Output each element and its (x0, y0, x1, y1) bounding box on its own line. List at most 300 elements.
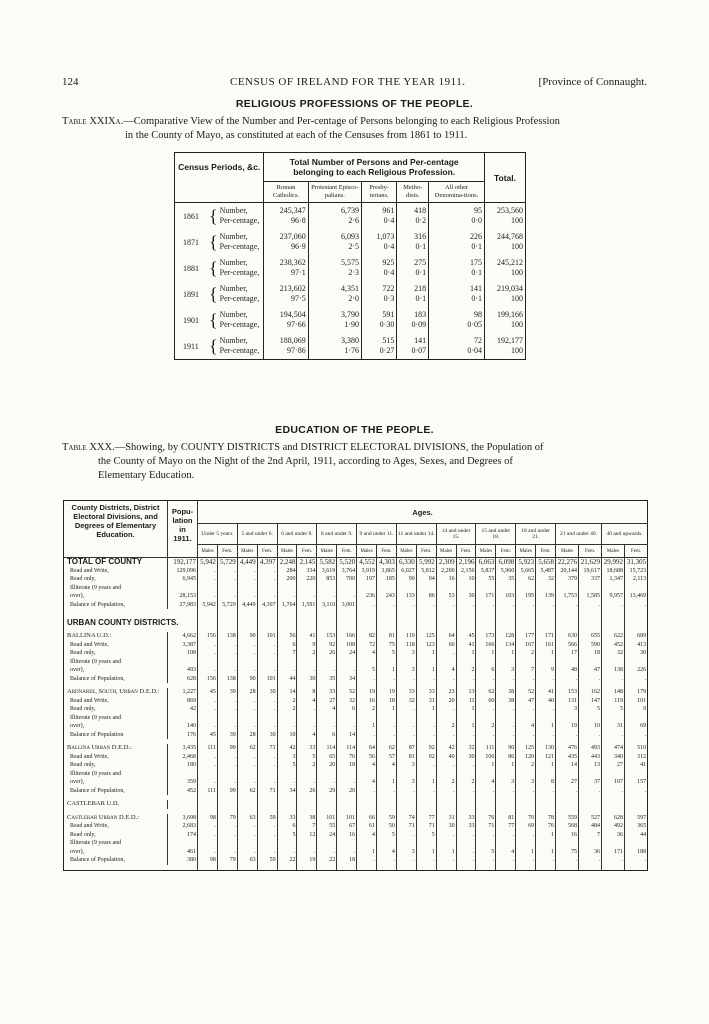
count-cell (476, 770, 496, 779)
count-cell: 86 (416, 592, 436, 601)
number-value: 72 (474, 336, 482, 345)
count-cell: 62 (476, 688, 496, 697)
count-cell: 2 (277, 705, 297, 714)
count-cell: . (198, 666, 218, 675)
count-cell (625, 658, 648, 667)
row-label: Balance of Population, (70, 601, 125, 608)
count-cell: . (217, 778, 237, 787)
count-cell: 50 (377, 822, 397, 831)
count-cell (416, 839, 436, 848)
row-label: over), (70, 593, 85, 599)
number-value: 275 (414, 258, 427, 267)
count-cell (237, 658, 257, 667)
population-value (168, 658, 198, 667)
count-cell: 19 (556, 722, 579, 731)
education-row (64, 714, 648, 723)
count-cell: 36 (579, 848, 602, 857)
count-cell: 853 (317, 575, 337, 584)
count-cell: 18 (377, 697, 397, 706)
count-cell: 69 (625, 722, 648, 731)
count-cell (237, 770, 257, 779)
count-cell: . (602, 787, 625, 796)
count-cell (625, 770, 648, 779)
count-cell: . (198, 822, 218, 831)
percentage-value: 0·3 (383, 294, 395, 303)
brace-glyph: { (209, 309, 218, 330)
education-row (64, 641, 648, 650)
count-cell: 71 (476, 822, 496, 831)
count-cell: . (257, 822, 277, 831)
count-cell (396, 714, 416, 723)
education-row (64, 697, 648, 706)
section-title-education: EDUCATION OF THE PEOPLE. (275, 424, 434, 436)
count-cell: 60 (476, 697, 496, 706)
count-cell (536, 770, 556, 779)
count-cell: 162 (579, 688, 602, 697)
count-cell: 1 (496, 649, 516, 658)
count-cell: 379 (556, 575, 579, 584)
row-label: Read and Write, (70, 753, 109, 760)
education-rows (64, 558, 648, 871)
value-cell (429, 333, 485, 360)
row-label: over), (70, 723, 85, 729)
percentage-value: 0·30 (379, 320, 395, 329)
count-cell: . (602, 675, 625, 684)
count-cell (377, 770, 397, 779)
percentage-value: 100 (511, 268, 523, 277)
row-label: Read and Write, (70, 567, 109, 574)
count-cell: . (556, 787, 579, 796)
count-cell (277, 839, 297, 848)
count-cell: . (198, 848, 218, 857)
count-cell: 75 (556, 848, 579, 857)
count-cell: 26 (317, 649, 337, 658)
count-cell (217, 839, 237, 848)
count-cell: 14 (337, 731, 357, 740)
brace-glyph: { (209, 257, 218, 278)
count-cell: . (237, 697, 257, 706)
count-cell: . (579, 601, 602, 610)
row-label: Read only, (70, 576, 96, 582)
education-row (64, 601, 648, 610)
count-cell: 32 (456, 744, 476, 753)
count-cell: 10 (456, 575, 476, 584)
count-cell: 628 (602, 814, 625, 823)
count-cell: . (396, 731, 416, 740)
count-cell: 4 (357, 778, 377, 787)
count-cell: 23 (436, 688, 456, 697)
education-row (64, 649, 648, 658)
females-header: Fem. (496, 545, 516, 558)
education-row (64, 731, 648, 740)
count-cell (476, 584, 496, 593)
percentage-value: 0·2 (415, 216, 427, 225)
count-cell: . (496, 731, 516, 740)
count-cell: . (436, 601, 456, 610)
count-cell: . (496, 675, 516, 684)
percentage-value: 96·9 (291, 242, 306, 251)
value-cell (485, 229, 526, 255)
count-cell: 16 (556, 831, 579, 840)
count-cell: 1 (377, 778, 397, 787)
count-cell: 18 (337, 856, 357, 865)
number-value: 253,560 (497, 206, 523, 215)
count-cell: 4,449 (237, 601, 257, 610)
count-cell: . (257, 831, 277, 840)
count-cell: 5,487 (536, 567, 556, 576)
value-cell (264, 307, 308, 333)
count-cell: 139 (536, 592, 556, 601)
row-label: Balance of Population, (70, 675, 125, 682)
count-cell: 195 (516, 592, 536, 601)
count-cell: 48 (556, 666, 579, 675)
count-cell (496, 584, 516, 593)
count-cell: . (237, 575, 257, 584)
religion-column-header: Protestant Episco-palians. (308, 182, 361, 203)
count-cell: . (496, 705, 516, 714)
brace-glyph: { (209, 205, 218, 226)
count-cell: . (257, 575, 277, 584)
count-cell: 413 (625, 641, 648, 650)
percentage-value: 0·4 (383, 242, 395, 251)
count-cell: . (257, 592, 277, 601)
count-cell: . (556, 856, 579, 865)
count-cell: 177 (516, 632, 536, 641)
percentage-value: 0·1 (415, 242, 427, 251)
count-cell: 19 (377, 688, 397, 697)
education-row (64, 831, 648, 840)
population-value: 3,387 (168, 641, 198, 650)
count-cell: 30 (436, 822, 456, 831)
count-cell (396, 584, 416, 593)
count-cell: 153 (317, 632, 337, 641)
number-value: 141 (414, 336, 427, 345)
number-value: 141 (470, 284, 482, 293)
population-value: 28,153 (168, 592, 198, 601)
count-cell: 19,617 (579, 567, 602, 576)
count-cell (556, 770, 579, 779)
count-cell: 5,658 (536, 558, 556, 567)
count-cell: 35 (317, 675, 337, 684)
value-cell (485, 333, 526, 360)
count-cell (337, 584, 357, 593)
count-cell: . (396, 705, 416, 714)
census-periods-header: Census Periods, &c. (175, 153, 264, 203)
count-cell: 2,113 (625, 575, 648, 584)
value-cell (361, 281, 396, 307)
count-cell: 33 (297, 744, 317, 753)
count-cell: . (357, 856, 377, 865)
count-cell (602, 714, 625, 723)
count-cell: . (237, 822, 257, 831)
count-cell: 435 (556, 753, 579, 762)
number-value: 95 (474, 206, 482, 215)
count-cell: 5,665 (516, 567, 536, 576)
count-cell: 3 (496, 778, 516, 787)
count-cell (416, 714, 436, 723)
percentage-value: 100 (511, 346, 523, 355)
percentage-value: 0·1 (415, 294, 427, 303)
count-cell: . (516, 731, 536, 740)
count-cell: 1,764 (277, 601, 297, 610)
population-value: 108 (168, 649, 198, 658)
count-cell: 13 (579, 761, 602, 770)
count-cell: 56 (357, 753, 377, 762)
row-labels (218, 255, 264, 281)
count-cell (496, 658, 516, 667)
count-cell: . (456, 787, 476, 796)
count-cell: 2,156 (456, 567, 476, 576)
count-cell: 138 (217, 675, 237, 684)
count-cell: . (237, 641, 257, 650)
count-cell: 20 (317, 761, 337, 770)
percentage-value: 97·66 (287, 320, 306, 329)
count-cell: 3,865 (377, 567, 397, 576)
count-cell: 6,063 (476, 558, 496, 567)
percentage-value: 0·1 (415, 268, 427, 277)
count-cell: 4,449 (237, 558, 257, 567)
percentage-label: Per-centage, (219, 216, 260, 225)
count-cell: . (476, 705, 496, 714)
count-cell: 5 (377, 649, 397, 658)
number-value: 218 (414, 284, 427, 293)
count-cell: 81 (496, 814, 516, 823)
count-cell: 1 (377, 705, 397, 714)
number-value: 98 (474, 310, 482, 319)
count-cell: 30 (257, 731, 277, 740)
count-cell: 6,098 (496, 558, 516, 567)
count-cell: . (198, 575, 218, 584)
count-cell: 71 (416, 822, 436, 831)
count-cell: 111 (198, 787, 218, 796)
count-cell: . (357, 787, 377, 796)
count-cell: . (237, 722, 257, 731)
count-cell: 2,200 (436, 567, 456, 576)
count-cell: . (198, 753, 218, 762)
count-cell: 1 (377, 666, 397, 675)
count-cell: 22 (317, 856, 337, 865)
count-cell: 90 (237, 675, 257, 684)
count-cell: 2 (456, 778, 476, 787)
count-cell (456, 714, 476, 723)
count-cell: . (277, 666, 297, 675)
count-cell: . (217, 848, 237, 857)
males-header: Males (277, 545, 297, 558)
count-cell: 9 (297, 641, 317, 650)
count-cell: 5 (277, 831, 297, 840)
count-cell (377, 658, 397, 667)
number-value: 194,504 (279, 310, 306, 319)
count-cell: 76 (536, 822, 556, 831)
count-cell: 153 (556, 688, 579, 697)
count-cell: 63 (237, 814, 257, 823)
religion-column-header: Metho-dists. (397, 182, 429, 203)
count-cell: 15,723 (625, 567, 648, 576)
age-group-header: 18 and under 21. (516, 524, 556, 545)
count-cell: 5 (297, 753, 317, 762)
count-cell: 30 (456, 592, 476, 601)
population-value: 6,945 (168, 575, 198, 584)
percentage-value: 1·90 (344, 320, 359, 329)
count-cell: . (317, 778, 337, 787)
count-cell (516, 584, 536, 593)
count-cell: 82 (357, 632, 377, 641)
males-header: Males (396, 545, 416, 558)
count-cell: 1 (496, 761, 516, 770)
count-cell: 1 (357, 848, 377, 857)
count-cell: 4 (357, 831, 377, 840)
count-cell: 111 (476, 744, 496, 753)
value-cell (308, 281, 361, 307)
education-row (64, 592, 648, 601)
count-cell: . (579, 675, 602, 684)
count-cell (516, 658, 536, 667)
count-cell: 64 (357, 744, 377, 753)
count-cell: . (536, 731, 556, 740)
age-group-header: 14 and under 15. (436, 524, 476, 545)
count-cell: 1 (536, 831, 556, 840)
count-cell: . (516, 675, 536, 684)
count-cell (416, 584, 436, 593)
count-cell: 41 (456, 641, 476, 650)
count-cell: 118 (396, 641, 416, 650)
count-cell: . (337, 666, 357, 675)
row-label: Balance of Population, (70, 857, 125, 863)
row-label: Illiterate (9 years and (70, 584, 122, 591)
count-cell: . (198, 567, 218, 576)
number-label: Number, (219, 310, 248, 319)
population-value (168, 584, 198, 593)
count-cell: 6,027 (396, 567, 416, 576)
count-cell: . (625, 601, 648, 610)
count-cell: 1 (516, 848, 536, 857)
count-cell: 77 (496, 822, 516, 831)
count-cell: . (277, 592, 297, 601)
count-cell: 61 (357, 822, 377, 831)
count-cell: 365 (625, 822, 648, 831)
row-label: over), (70, 667, 85, 673)
count-cell (198, 714, 218, 723)
count-cell: 5,729 (217, 558, 237, 567)
count-cell: 114 (337, 744, 357, 753)
count-cell: 1 (416, 705, 436, 714)
count-cell: 1 (416, 666, 436, 675)
count-cell: . (357, 731, 377, 740)
count-cell: 5,520 (337, 558, 357, 567)
value-cell (397, 229, 429, 255)
count-cell (602, 658, 625, 667)
population-value: 140 (168, 722, 198, 731)
count-cell: 32 (337, 697, 357, 706)
number-value: 199,166 (497, 310, 523, 319)
count-cell: 92 (416, 744, 436, 753)
count-cell: 20 (337, 787, 357, 796)
number-value: 245,347 (279, 206, 306, 215)
count-cell: . (556, 675, 579, 684)
count-cell (377, 584, 397, 593)
count-cell (536, 714, 556, 723)
age-group-header: 5 and under 6. (237, 524, 277, 545)
age-group-header: 8 and under 9. (317, 524, 357, 545)
count-cell: 5 (277, 761, 297, 770)
count-cell: 3,001 (337, 601, 357, 610)
row-label: Balance of Population, (70, 787, 125, 794)
count-cell: 64 (436, 632, 456, 641)
count-cell: 74 (396, 814, 416, 823)
education-row (64, 753, 648, 762)
count-cell: . (556, 731, 579, 740)
count-cell: . (476, 601, 496, 610)
row-label: Balance of Population (70, 731, 124, 738)
value-cell (429, 229, 485, 255)
count-cell: 65 (317, 753, 337, 762)
count-cell: . (476, 856, 496, 865)
count-cell: 5 (602, 705, 625, 714)
count-cell: 31 (436, 814, 456, 823)
females-header: Fem. (536, 545, 556, 558)
value-cell (264, 203, 308, 230)
count-cell: 2 (436, 778, 456, 787)
count-cell: . (357, 601, 377, 610)
running-title: CENSUS OF IRELAND FOR THE YEAR 1911. (230, 76, 466, 88)
percentage-value: 97·86 (287, 346, 306, 355)
count-cell: 147 (579, 697, 602, 706)
count-cell: . (602, 731, 625, 740)
count-cell: 4 (377, 761, 397, 770)
value-cell (397, 333, 429, 360)
count-cell: 26 (297, 787, 317, 796)
count-cell: 72 (357, 641, 377, 650)
population-value: 628 (168, 675, 198, 684)
count-cell: 41 (297, 632, 317, 641)
table-label: Table XXIXa. (62, 116, 124, 127)
count-cell: 42 (436, 744, 456, 753)
education-row (64, 822, 648, 831)
count-cell: 45 (198, 688, 218, 697)
number-label: Number, (219, 336, 248, 345)
count-cell: 3 (396, 666, 416, 675)
count-cell: 1 (416, 778, 436, 787)
table-caption-education-line3: Elementary Education. (98, 470, 195, 481)
population-value: 3,698 (168, 814, 198, 823)
count-cell: 2,248 (277, 558, 297, 567)
count-cell (198, 839, 218, 848)
count-cell: . (257, 666, 277, 675)
count-cell: 566 (556, 641, 579, 650)
count-cell: . (277, 778, 297, 787)
count-cell: . (602, 601, 625, 610)
count-cell: 7 (277, 649, 297, 658)
count-cell: 476 (556, 744, 579, 753)
count-cell: . (416, 761, 436, 770)
count-cell: 32 (396, 697, 416, 706)
count-cell (237, 714, 257, 723)
district-name: BALLINA U.D.: (67, 632, 112, 639)
count-cell: 312 (625, 753, 648, 762)
count-cell (297, 658, 317, 667)
count-cell: 11 (456, 697, 476, 706)
count-cell (496, 714, 516, 723)
count-cell: 590 (579, 641, 602, 650)
count-cell: 77 (416, 814, 436, 823)
value-cell (361, 255, 396, 281)
number-value: 515 (382, 336, 395, 345)
count-cell: . (217, 831, 237, 840)
count-cell: 7 (297, 822, 317, 831)
count-cell (198, 770, 218, 779)
count-cell: 4 (377, 848, 397, 857)
total-label: TOTAL OF COUNTY (67, 557, 143, 566)
